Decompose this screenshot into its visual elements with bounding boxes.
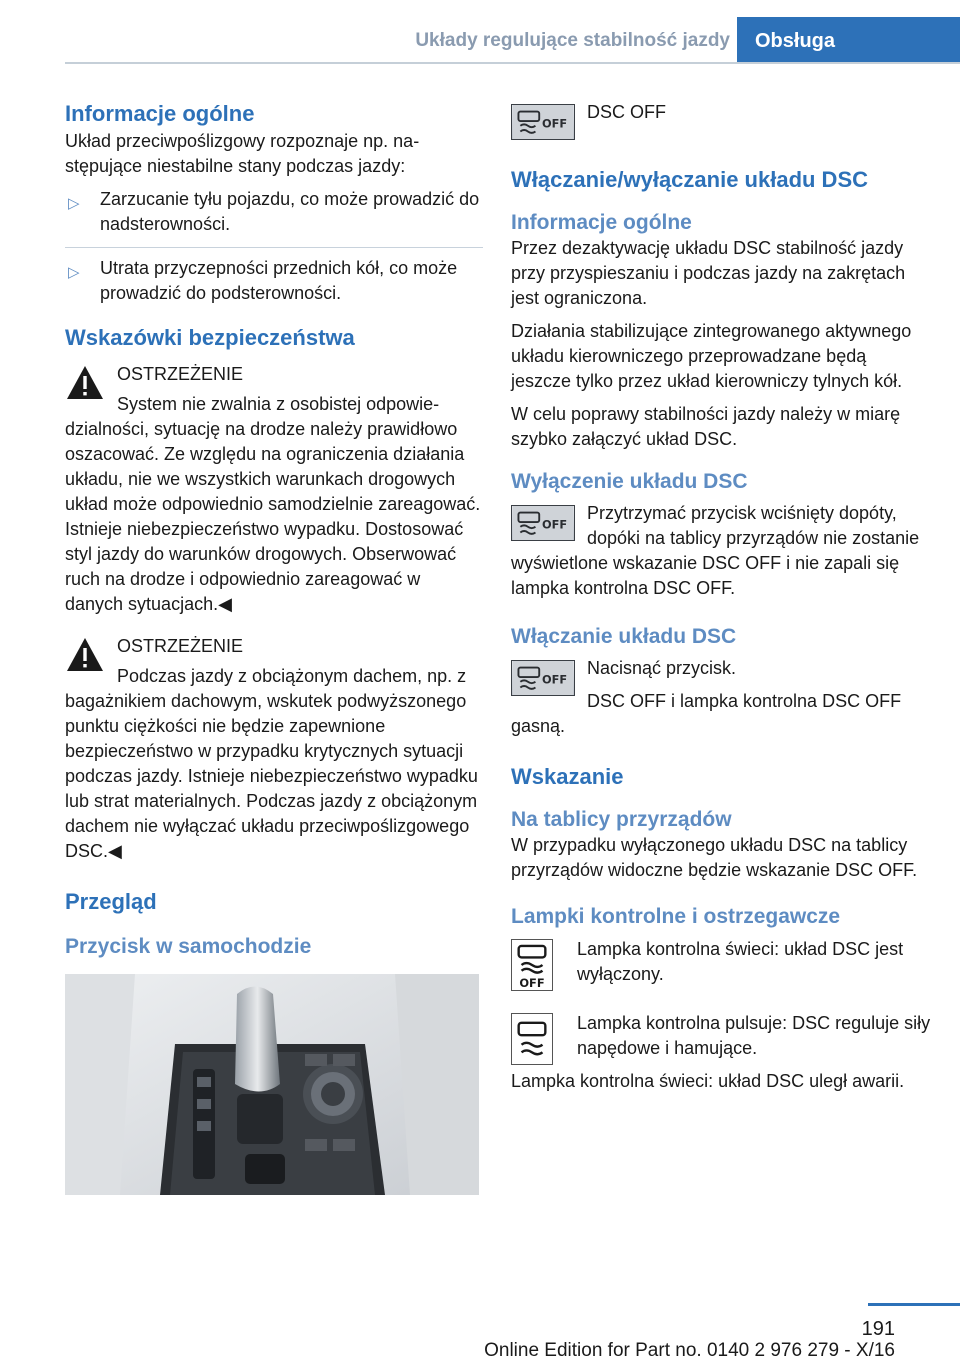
heading-dsc-off: Wyłączenie układu DSC — [511, 469, 748, 493]
paragraph: Przytrzymać przycisk wciśnięty dopóty, dopóki na tablicy przyrządów nie zostanie wyświetlone wskazanie DSC OFF i nie zapali się lampka kontrolna DSC OFF. — [511, 503, 920, 599]
running-header-section: Układy regulujące stabilność jazdy — [415, 30, 730, 51]
heading-button-in-car: Przycisk w samochodzie — [65, 934, 312, 958]
heading-indicator-lamps: Lampki kontrolne i ostrzegawcze — [511, 905, 841, 929]
paragraph: Lampka kontrolna świeci: układ DSC uległ awarii. — [511, 1070, 905, 1091]
svg-text:OFF: OFF — [542, 116, 568, 131]
svg-text:OFF: OFF — [542, 517, 568, 532]
dsc-key-block — [511, 100, 931, 142]
lamp-pulse-block — [511, 1011, 931, 1094]
list-item-text: Zarzucanie tyłu pojazdu, co może prowadzić do nadsterowności. — [100, 188, 480, 234]
instability-list — [65, 179, 483, 316]
dsc-off-button-icon — [511, 104, 575, 140]
left-column — [65, 100, 483, 1200]
paragraph: Lampka kontrolna pulsuje: DSC reguluje siły napędowe i hamujące. — [577, 1012, 931, 1058]
heading-dsc-on: Włączanie układu DSC — [511, 625, 737, 649]
bullet-triangle-icon: ▷ — [68, 263, 80, 281]
dsc-lamp-icon — [511, 1013, 553, 1065]
dsc-off-button-icon — [511, 505, 575, 541]
warning-triangle-icon — [65, 364, 105, 401]
warning-box-2 — [65, 634, 483, 864]
heading-instrument-cluster: Na tablicy przyrządów — [511, 808, 732, 832]
heading-toggle-dsc: Włączanie/wyłączanie układu DSC — [511, 167, 869, 192]
dsc-key-label: DSC OFF — [587, 102, 666, 122]
lamp-off-caption: OFF — [519, 975, 545, 990]
chapter-tab: Obsługa — [737, 17, 960, 63]
list-item-text: Utrata przyczepności przednich kół, co może prowadzić do podsterowności. — [100, 257, 458, 303]
intro-paragraph: Układ przeciwpoślizgowy rozpoznaje np. następujące niestabilne stany podczas jazdy: — [65, 130, 420, 176]
dsc-off-lamp-icon — [511, 939, 553, 991]
warning-title: OSTRZEŻENIE — [117, 364, 244, 385]
heading-general-info-2: Informacje ogólne — [511, 210, 692, 234]
svg-text:OFF: OFF — [542, 673, 568, 688]
heading-display: Wskazanie — [511, 764, 624, 790]
list-item — [65, 248, 483, 316]
paragraph: Nacisnąć przycisk. — [587, 658, 737, 679]
paragraph: W przypadku wyłączonego układu DSC na tablicy przyrządów widoczne będzie wskazanie DSC OFF. — [511, 835, 918, 881]
footer-rule — [868, 1303, 960, 1306]
warning-triangle-icon — [65, 636, 105, 673]
warning-title: OSTRZEŻENIE — [117, 636, 244, 657]
lamp-off-block — [511, 937, 931, 995]
center-console-photo — [65, 974, 479, 1195]
heading-overview: Przegląd — [65, 889, 157, 915]
warning-text: System nie zwalnia z osobistej odpowiedzialności, sytuację na drodze należy prawidłowo oszacować. Ze względu na ograniczenia działania układu, nie we wszystkich warunkach drogowych układ może odpowiednio samodzielnie zareagować. Istnieje niebezpieczeństwo wypadku. Dostosować styl jazdy do warunków drogowych. Obserwować ruch na drodze i odpowiednio zareagować w danych sytuacjach.◀ — [65, 394, 481, 615]
paragraph: W celu poprawy stabilności jazdy należy w miarę szybko załączyć układ DSC. — [511, 403, 901, 449]
warning-box-1 — [65, 362, 483, 617]
footer-edition: Online Edition for Part no. 0140 2 976 279 - X/16 — [484, 1340, 895, 1361]
paragraph: Lampka kontrolna świeci: układ DSC jest wyłączony. — [577, 938, 904, 984]
paragraph: Działania stabilizujące zintegrowanego aktywnego układu kierowniczego przeprowadzane będą jeszcze tylko przez układ kierowniczy tylnych kół. — [511, 320, 912, 391]
bullet-triangle-icon: ▷ — [68, 194, 80, 212]
paragraph: DSC OFF i lampka kontrolna DSC OFF gasną. — [511, 691, 902, 737]
page-number: 191 — [861, 1318, 895, 1340]
dsc-on-instruction — [511, 656, 931, 739]
warning-text: Podczas jazdy z obciążonym dachem, np. z bagażnikiem dachowym, wskutek podwyższonego punktu ciężkości nie będzie zapewnione bezpieczeństwo w przypadku krytycznych sytuacji podczas jazdy. Istnieje niebezpieczeństwo wypadku lub strat materialnych. Podczas jazdy z obciążonym dachem nie wyłączać układu przeciwpoślizgowego DSC.◀ — [65, 666, 478, 862]
header-rule — [65, 62, 960, 64]
paragraph: Przez dezaktywację układu DSC stabilność jazdy przy przyspieszaniu i podczas jazdy na zakrętach jest ograniczona. — [511, 237, 906, 308]
right-column — [511, 100, 931, 1094]
list-item — [65, 179, 483, 248]
heading-safety: Wskazówki bezpieczeństwa — [65, 324, 355, 350]
heading-general-info: Informacje ogólne — [65, 101, 255, 126]
dsc-off-instruction — [511, 501, 931, 601]
dsc-off-button-icon — [511, 660, 575, 696]
